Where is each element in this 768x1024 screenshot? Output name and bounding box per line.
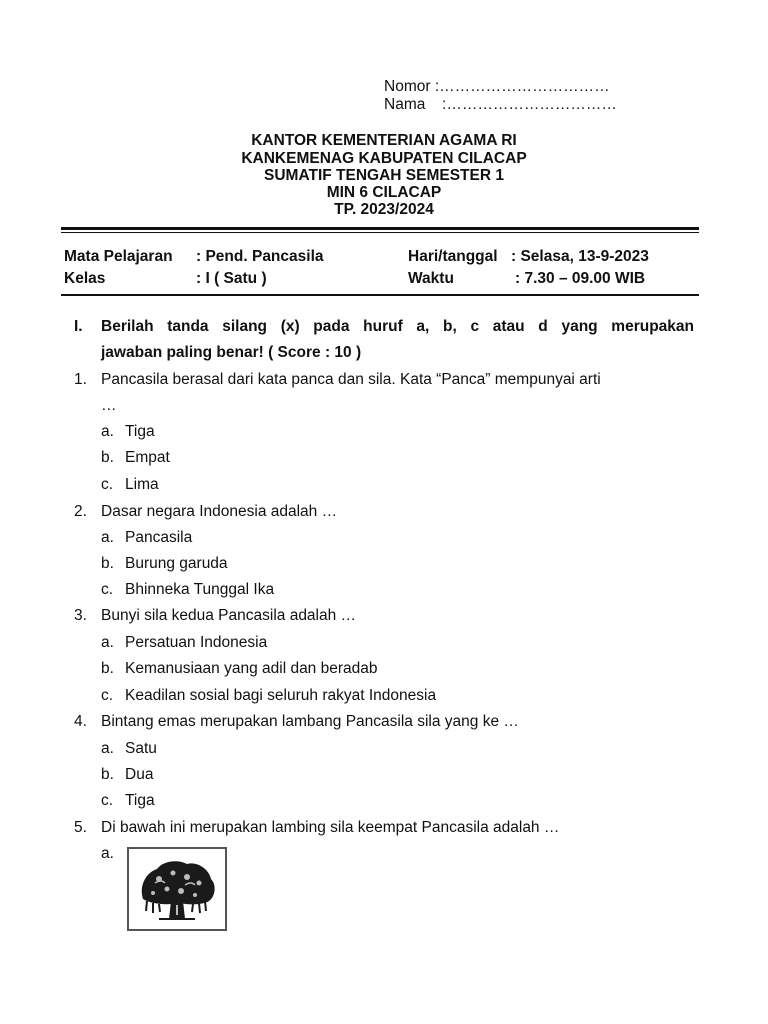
option-letter: a. (101, 740, 114, 757)
question-1-continuation: … (101, 397, 117, 414)
info-rule (61, 294, 699, 296)
header-rule-thick (61, 227, 699, 230)
instruction-line-2: jawaban paling benar! ( Score : 10 ) (101, 344, 362, 361)
option-letter: b. (101, 766, 114, 783)
question-text: Bintang emas merupakan lambang Pancasila sila yang ke … (101, 713, 519, 730)
option-text: Keadilan sosial bagi seluruh rakyat Indonesia (125, 687, 437, 704)
instruction-line-1: Berilah tanda silang (x) pada huruf a, b, c atau d yang merupakan (101, 318, 694, 335)
nomor-blank: …………………………… (439, 78, 610, 95)
header-line-5: TP. 2023/2024 (334, 201, 434, 218)
subject-row (64, 248, 324, 266)
option-text: Burung garuda (125, 555, 228, 572)
question-number: 5. (74, 819, 87, 836)
header-line-1: KANTOR KEMENTERIAN AGAMA RI (251, 132, 517, 149)
option-letter: c. (101, 792, 114, 809)
question-number: 3. (74, 607, 87, 624)
option-letter: a. (101, 634, 114, 651)
header-line-2: KANKEMENAG KABUPATEN CILACAP (241, 150, 527, 167)
option-letter: c. (101, 687, 114, 704)
question-text: Pancasila berasal dari kata panca dan sila. Kata “Panca” mempunyai arti (101, 371, 601, 388)
question-text: Di bawah ini merupakan lambing sila keempat Pancasila adalah … (101, 819, 560, 836)
date-value: : Selasa, 13-9-2023 (511, 248, 649, 265)
nomor-label: Nomor : (384, 78, 440, 95)
date-label: Hari/tanggal (408, 248, 498, 265)
banyan-tree-icon (129, 849, 225, 929)
question-text: Dasar negara Indonesia adalah … (101, 503, 338, 520)
nomor-field (384, 78, 610, 96)
banyan-tree-image[interactable] (127, 847, 227, 931)
option-text: Dua (125, 766, 154, 783)
option-text: Tiga (125, 792, 155, 809)
nama-sep: : (442, 96, 447, 113)
question-text: Bunyi sila kedua Pancasila adalah … (101, 607, 357, 624)
option-text: Persatuan Indonesia (125, 634, 268, 651)
header-rule-thin (61, 232, 699, 233)
header-line-4: MIN 6 CILACAP (326, 184, 442, 201)
nama-field (384, 96, 617, 114)
nama-label: Nama (384, 96, 426, 113)
class-value: : I ( Satu ) (196, 270, 267, 287)
class-row (64, 270, 267, 288)
class-label: Kelas (64, 270, 106, 287)
exam-header (0, 131, 768, 218)
question-number: 1. (74, 371, 87, 388)
date-row (408, 248, 649, 266)
question-number: 4. (74, 713, 87, 730)
time-value: : 7.30 – 09.00 WIB (515, 270, 646, 287)
option-letter: a. (101, 845, 114, 862)
option-letter: b. (101, 660, 114, 677)
time-label: Waktu (408, 270, 454, 287)
option-letter: c. (101, 581, 114, 598)
option-letter: b. (101, 555, 114, 572)
question-number: 2. (74, 503, 87, 520)
option-text: Kemanusiaan yang adil dan beradab (125, 660, 378, 677)
time-row (408, 270, 645, 288)
option-text: Tiga (125, 423, 155, 440)
header-line-3: SUMATIF TENGAH SEMESTER 1 (264, 167, 504, 184)
nama-blank: …………………………… (446, 96, 617, 113)
subject-value: : Pend. Pancasila (196, 248, 324, 265)
option-letter: b. (101, 449, 114, 466)
section-numeral: I. (74, 318, 83, 335)
option-letter: a. (101, 529, 114, 546)
option-text: Empat (125, 449, 170, 466)
option-letter: a. (101, 423, 114, 440)
option-letter: c. (101, 476, 114, 493)
subject-label: Mata Pelajaran (64, 248, 173, 265)
option-text: Bhinneka Tunggal Ika (125, 581, 275, 598)
option-text: Pancasila (125, 529, 193, 546)
option-text: Satu (125, 740, 157, 757)
option-text: Lima (125, 476, 159, 493)
